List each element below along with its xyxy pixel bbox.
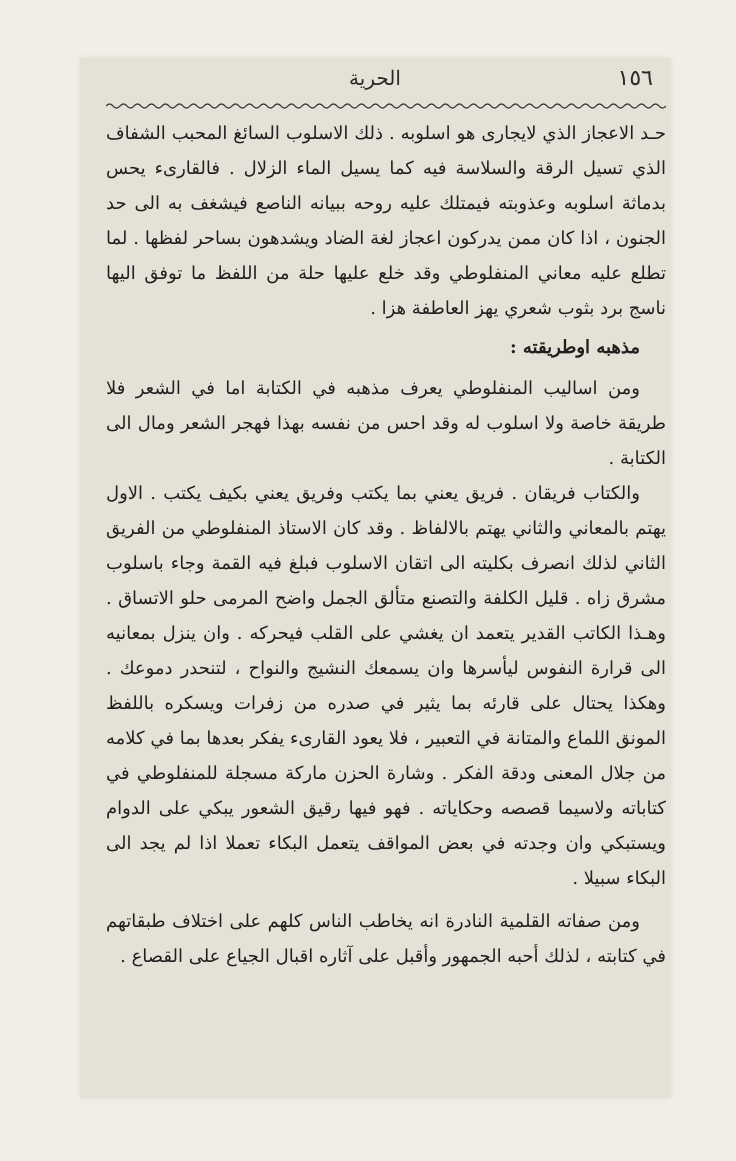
page-number: ١٥٦: [617, 66, 653, 91]
book-page: [80, 58, 671, 1098]
paragraph-4: ومن صفاته القلمية النادرة انه يخاطب الناس كلهم على اختلاف طبقاتهم في كتابته ، لذلك أحبه الجمهور وأقبل على آثاره اقبال الجياع على القصاع .: [106, 911, 666, 967]
paragraph-2: ومن اساليب المنفلوطي يعرف مذهبه في الكتابة اما في الشعر فلا طريقة خاصة ولا اسلوب له وقد احس من نفسه بهذا فهجر الشعر ومال الى الكتابة .: [106, 378, 666, 469]
page-header: [80, 58, 671, 110]
running-title: الحرية: [349, 66, 401, 90]
paragraph-gap: [106, 896, 666, 904]
paragraph-3: والكتاب فريقان . فريق يعني بما يكتب وفريق يعني بكيف يكتب . الاول يهتم بالمعاني والثاني يهتم بالالفاظ . وقد كان الاستاذ المنفلوطي من الفريق الثاني لذلك انصرف بكليته الى اتقان الاسلوب فبلغ فيه القمة وجاء باسلوب مشرق زاه . قليل الكلفة والتصنع متألق الجمل واضح المرمى حلو الاتساق . وهـذا الكاتب القدير يتعمد ان يغشي على القلب فيحركه . وان ينزل بمعانيه الى قرارة النفوس ليأسرها وان يسمعك النشيج والنواح ، لتنحدر دموعك . وهكذا يحتال على قارئه بما يثير في صدره من زفرات ويسكره باللفظ المونق اللماع والمتانة في التعبير ، فلا يعود القارىء يفكر بعدها بما في كلامه من جلال المعنى ودقة الفكر . وشارة الحزن ماركة مسجلة للمنفلوطي في كتاباته ولاسيما قصصه وحكاياته . فهو فيها رقيق الشعور يبكي على الدوام ويستبكي وان وجدته في بعض المواقف يتعمل البكاء تعملا اذا لم يجد الى البكاء سبيلا .: [106, 483, 666, 889]
wavy-rule: [106, 102, 666, 110]
paragraph-1: حـد الاعجاز الذي لايجارى هو اسلوبه . ذلك الاسلوب السائغ المحبب الشفاف الذي تسيل الرقة والسلاسة فيه كما يسيل الماء الزلال . فالقارىء يحس بدماثة اسلوبه وعذوبته فيمتلك عليه روحه ببيانه الناصع فيشغف به الى حد الجنون ، اذا كان ممن يدركون اعجاز لغة الضاد ويشدهون بساحر لفظها . لما تطلع عليه معاني المنفلوطي وقد خلع عليها حلة من اللفظ ما توفق اليها ناسج برد بثوب شعري يهز العاطفة هزا .: [106, 123, 666, 319]
page-body: [106, 116, 666, 974]
section-heading: مذهبه اوطريقته :: [510, 337, 640, 358]
